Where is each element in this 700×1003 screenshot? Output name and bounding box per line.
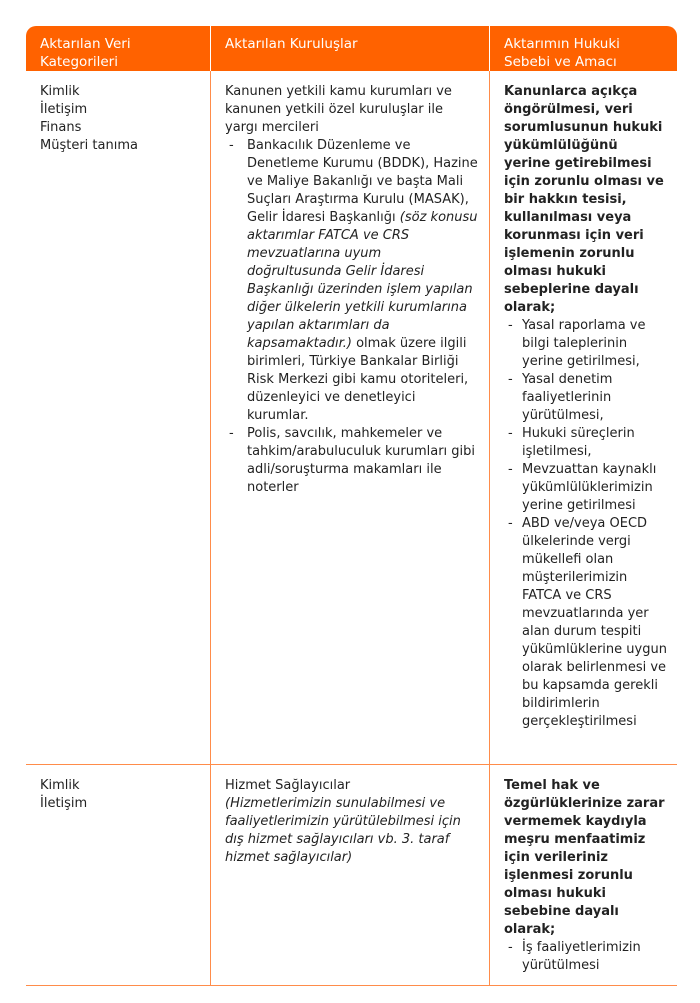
recipients-list	[225, 137, 479, 497]
recipient-text-tail: olmak üzere ilgili birimleri, Türkiye Bankalar Birliği Risk Merkezi gibi kamu otoriteleri, düzenleyici ve denetleyici kurumlar.	[247, 336, 469, 423]
data-transfer-table	[26, 26, 677, 986]
category-item: Kimlik	[40, 778, 80, 793]
recipient-note: (söz konusu aktarımlar FATCA ve CRS mevzuatlarına uyum doğrultusunda Gelir İdaresi Başkanlığı üzerinden işlem yapılan diğer ülkelerin yetkili kurumlarına yapılan aktarımları da kapsamaktadır.)	[247, 210, 478, 351]
list-item: - Yasal denetim faaliyetlerinin yürütülmesi,	[504, 371, 667, 425]
recipients-note: (Hizmetlerimizin sunulabilmesi ve faaliyetlerimizin yürütülebilmesi için dış hizmet sağlayıcıları vb. 3. taraf hizmet sağlayıcılar)	[225, 796, 461, 865]
category-item: Müşteri tanıma	[40, 138, 138, 153]
header-data-categories: Aktarılan Veri Kategorileri	[26, 26, 210, 71]
category-item: İletişim	[40, 102, 88, 117]
table-row	[26, 765, 677, 986]
purposes-list	[504, 939, 667, 975]
purposes-list	[504, 317, 667, 731]
data-transfer-table-container	[26, 26, 677, 978]
legal-basis-intro: Temel hak ve özgürlüklerinize zarar vermemek kaydıyla meşru menfaatimiz için verileriniz işlenmesi zorunlu olması hukuki sebebine dayalı olarak;	[504, 778, 665, 937]
category-item: Kimlik	[40, 84, 80, 99]
list-item	[225, 137, 479, 425]
category-item: İletişim	[40, 796, 88, 811]
list-item: - ABD ve/veya OECD ülkelerinde vergi mükellefi olan müşterilerimizin FATCA ve CRS mevzuatlarında yer alan durum tespiti yükümlüklerine uygun olarak belirlenmesi ve bu kapsamda gerekli bildirimlerin gerçekleştirilmesi	[504, 515, 667, 731]
header-legal-basis: Aktarımın Hukuki Sebebi ve Amacı	[489, 26, 677, 71]
header-recipients: Aktarılan Kuruluşlar	[210, 26, 489, 71]
list-item: - Polis, savcılık, mahkemeler ve tahkim/arabuluculuk kurumları gibi adli/soruşturma makamları ile noterler	[225, 425, 479, 497]
legal-basis-intro: Kanunlarca açıkça öngörülmesi, veri sorumlusunun hukuki yükümlülüğünü yerine getirebilmesi için zorunlu olması ve bir hakkın tesisi, kullanılması veya korunması için veri işlemenin zorunlu olması hukuki sebeplerine dayalı olarak;	[504, 84, 664, 315]
table-header-row	[26, 26, 677, 71]
legal-basis-cell	[489, 71, 677, 765]
list-item: - Mevzuattan kaynaklı yükümlülüklerimizin yerine getirilmesi	[504, 461, 667, 515]
data-categories-cell	[26, 765, 210, 986]
recipients-cell	[210, 71, 489, 765]
recipients-title: Hizmet Sağlayıcılar	[225, 778, 351, 793]
list-item: - Hukuki süreçlerin işletilmesi,	[504, 425, 667, 461]
data-categories-cell	[26, 71, 210, 765]
recipients-intro: Kanunen yetkili kamu kurumları ve kanunen yetkili özel kuruluşlar ile yargı mercileri	[225, 84, 452, 135]
list-item: - Yasal raporlama ve bilgi taleplerinin yerine getirilmesi,	[504, 317, 667, 371]
category-item: Finans	[40, 120, 82, 135]
recipient-text: Bankacılık Düzenleme ve Denetleme Kurumu (BDDK), Hazine ve Maliye Bakanlığı ve başta Mali Suçları Araştırma Kurulu (MASAK), Gelir İdaresi Başkanlığı	[247, 138, 478, 225]
list-item: - İş faaliyetlerimizin yürütülmesi	[504, 939, 667, 975]
recipients-cell	[210, 765, 489, 986]
legal-basis-cell	[489, 765, 677, 986]
table-row	[26, 71, 677, 765]
